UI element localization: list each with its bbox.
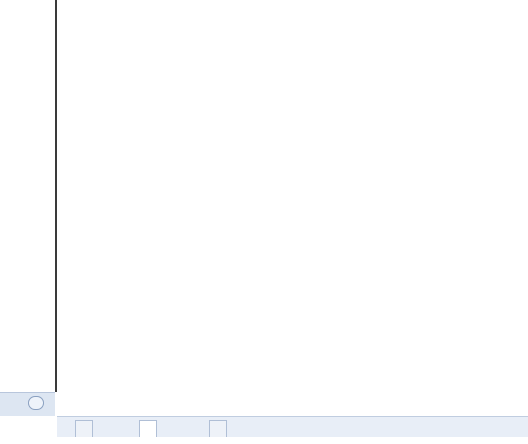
distribution-chart-grid <box>57 0 470 392</box>
tab-operation-info[interactable] <box>209 420 227 438</box>
right-blank-area <box>470 0 528 392</box>
tab-instant-tips[interactable] <box>75 420 93 438</box>
collapse-chevron-icon[interactable] <box>28 396 44 410</box>
status-text <box>57 437 528 444</box>
left-tree-panel <box>0 0 55 444</box>
tab-chart-help[interactable] <box>139 420 157 438</box>
